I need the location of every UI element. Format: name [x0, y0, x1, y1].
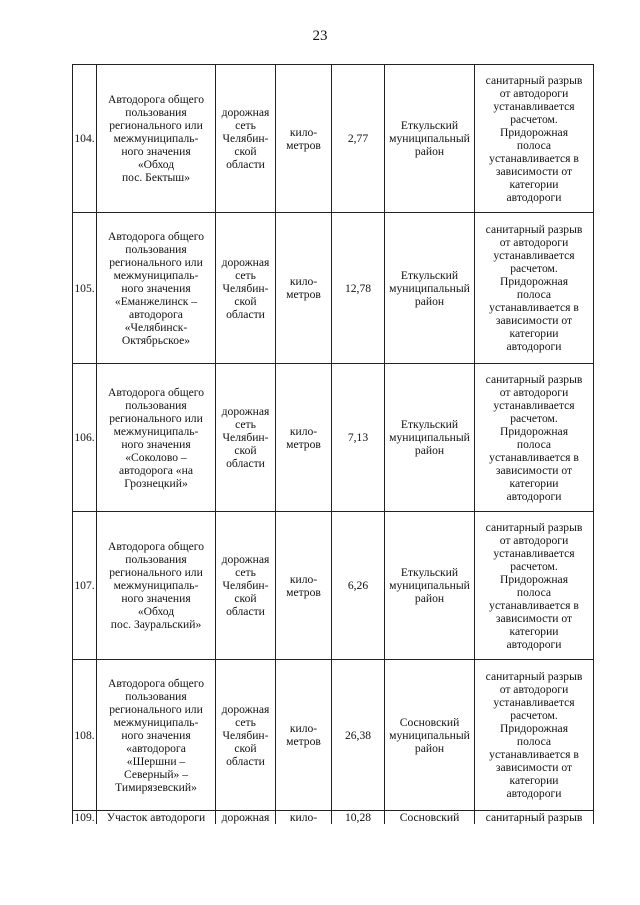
- restriction-cell-line: автодороги: [506, 787, 562, 800]
- road-name-cell-line: пользования: [125, 398, 187, 412]
- road-network-cell-line: сеть: [235, 268, 256, 282]
- restriction-cell-line: от автодороги: [499, 385, 569, 399]
- road-network-cell-line: дорожная: [221, 106, 270, 119]
- district-cell-line: район: [414, 145, 445, 158]
- road-name-cell-line: автодорога: [129, 307, 183, 321]
- restriction-cell-line: санитарный разрыв: [485, 670, 583, 683]
- table-row: [73, 364, 594, 512]
- restriction-cell-line: Придорожная: [499, 572, 569, 586]
- road-name-cell-line: Автодорога общего: [107, 93, 205, 106]
- length-cell: 26,38: [332, 660, 385, 811]
- road-registry-table: [72, 64, 594, 824]
- unit-cell-line: метров: [286, 735, 321, 748]
- restriction-cell-line: от автодороги: [499, 236, 569, 249]
- district-cell-line: район: [414, 294, 445, 308]
- road-name-cell-line: «Шершни –: [126, 754, 186, 768]
- district-cell-line: район: [414, 592, 445, 605]
- road-name-cell-line: автодорога «на: [119, 463, 193, 477]
- road-name-cell-line: Грознецкий»: [124, 476, 188, 490]
- road-name-cell-line: Автодорога общего: [107, 385, 205, 399]
- road-name-cell: [97, 65, 216, 213]
- road-network-cell-line: Челябин-: [222, 132, 269, 145]
- restriction-cell-line: расчетом.: [510, 262, 558, 275]
- restriction-cell-line: санитарный разрыв: [485, 223, 583, 236]
- road-name-cell-line: регионального или: [109, 119, 203, 132]
- restriction-cell: [475, 811, 594, 825]
- district-cell-line: район: [414, 741, 445, 755]
- road-network-cell: [216, 213, 276, 364]
- district-cell: [385, 364, 475, 512]
- page-number: 23: [312, 28, 328, 44]
- district-cell: [385, 213, 475, 364]
- restriction-cell-line: устанавливается в: [489, 450, 579, 464]
- unit-cell-line: кило-: [289, 572, 318, 586]
- road-name-cell-line: «Обход: [137, 158, 175, 171]
- table-row: [73, 65, 594, 213]
- restriction-cell-line: категории: [509, 476, 559, 490]
- row-number: 106.: [73, 364, 97, 512]
- road-name-cell-line: регионального или: [109, 411, 203, 425]
- length-cell: 10,28: [332, 811, 385, 825]
- road-name-cell-line: «Еманжелинск –: [114, 294, 198, 308]
- road-name-cell-line: пос. Зауральский»: [110, 618, 202, 631]
- district-cell: [385, 660, 475, 811]
- unit-cell-line: кило-: [289, 275, 318, 288]
- road-network-cell-line: Челябин-: [222, 281, 269, 295]
- road-name-cell-line: Автодорога общего: [107, 676, 205, 690]
- road-network-cell-line: дорожная: [221, 811, 270, 824]
- restriction-cell-line: зависимости от: [495, 164, 573, 178]
- unit-cell-line: метров: [286, 288, 321, 301]
- restriction-cell-line: устанавливается: [493, 249, 575, 262]
- road-name-cell-line: пользования: [125, 553, 187, 566]
- road-network-cell-line: области: [226, 605, 265, 618]
- table-row: [73, 811, 594, 825]
- unit-cell: [276, 65, 332, 213]
- road-network-cell: [216, 65, 276, 213]
- road-name-cell-line: пользования: [125, 689, 187, 703]
- restriction-cell-line: устанавливается: [493, 696, 575, 709]
- road-name-cell: [97, 213, 216, 364]
- unit-cell: [276, 512, 332, 660]
- road-network-cell-line: области: [226, 457, 265, 470]
- road-name-cell: [97, 660, 216, 811]
- restriction-cell: [475, 213, 594, 364]
- unit-cell-line: кило-: [289, 811, 318, 824]
- restriction-cell-line: устанавливается в: [489, 748, 579, 761]
- unit-cell-line: метров: [286, 437, 321, 451]
- restriction-cell-line: категории: [509, 177, 559, 191]
- row-number: 105.: [73, 213, 97, 364]
- table-row: [73, 213, 594, 364]
- unit-cell-line: метров: [286, 585, 321, 599]
- road-name-cell-line: «автодорога: [126, 741, 186, 755]
- unit-cell-line: кило-: [289, 125, 318, 139]
- restriction-cell-line: зависимости от: [495, 314, 573, 327]
- restriction-cell-line: Придорожная: [499, 275, 569, 288]
- district-cell-line: муниципальный: [389, 431, 470, 444]
- road-name-cell-line: Октябрьское»: [121, 333, 191, 347]
- district-cell-line: Еткульский: [400, 418, 459, 431]
- road-network-cell-line: сеть: [235, 119, 256, 132]
- road-network-cell-line: дорожная: [221, 405, 270, 418]
- length-cell: 7,13: [332, 364, 385, 512]
- restriction-cell-line: устанавливается в: [489, 301, 579, 314]
- unit-cell: [276, 364, 332, 512]
- restriction-cell-line: зависимости от: [495, 463, 573, 477]
- restriction-cell-line: полоса: [516, 437, 552, 451]
- restriction-cell-line: полоса: [516, 138, 552, 152]
- road-name-cell-line: «Обход: [137, 605, 175, 618]
- road-network-cell-line: дорожная: [221, 255, 270, 269]
- district-cell-line: Еткульский: [400, 268, 459, 282]
- restriction-cell-line: устанавливается в: [489, 151, 579, 165]
- road-name-cell-line: ного значения: [121, 145, 191, 158]
- restriction-cell-line: полоса: [516, 585, 552, 599]
- road-name-cell-line: пользования: [125, 106, 187, 119]
- road-name-cell-line: межмуниципаль-: [113, 268, 199, 282]
- road-name-cell-line: «Челябинск-: [124, 320, 188, 334]
- district-cell-line: муниципальный: [389, 281, 470, 295]
- restriction-cell-line: Придорожная: [499, 125, 569, 139]
- restriction-cell: [475, 660, 594, 811]
- road-network-cell-line: ской: [234, 592, 257, 605]
- road-network-cell-line: ской: [234, 145, 257, 158]
- restriction-cell-line: категории: [509, 624, 559, 638]
- road-name-cell-line: регионального или: [109, 566, 203, 579]
- district-cell-line: Еткульский: [400, 566, 459, 579]
- restriction-cell-line: расчетом.: [510, 709, 558, 722]
- restriction-cell-line: автодороги: [506, 340, 562, 353]
- road-network-cell-line: сеть: [235, 418, 256, 431]
- row-number: 104.: [73, 65, 97, 213]
- district-cell-line: район: [414, 444, 445, 457]
- road-network-cell-line: области: [226, 158, 265, 171]
- road-network-cell-line: ской: [234, 444, 257, 457]
- road-network-cell-line: Челябин-: [222, 579, 269, 592]
- road-name-cell-line: Северный» –: [123, 767, 189, 781]
- restriction-cell-line: от автодороги: [499, 683, 569, 696]
- road-name-cell-line: ного значения: [121, 592, 191, 605]
- restriction-cell-line: категории: [509, 774, 559, 787]
- road-name-cell-line: ного значения: [121, 728, 191, 742]
- unit-cell-line: кило-: [289, 424, 318, 438]
- length-cell: 12,78: [332, 213, 385, 364]
- restriction-cell-line: санитарный разрыв: [485, 73, 583, 87]
- road-name-cell-line: межмуниципаль-: [113, 579, 199, 592]
- restriction-cell-line: расчетом.: [510, 411, 558, 425]
- row-number: 107.: [73, 512, 97, 660]
- district-cell-line: Сосновский: [399, 715, 460, 729]
- road-name-cell: [97, 811, 216, 825]
- road-network-cell-line: области: [226, 307, 265, 321]
- restriction-cell: [475, 364, 594, 512]
- restriction-cell-line: устанавливается: [493, 546, 575, 560]
- road-name-cell-line: межмуниципаль-: [113, 715, 199, 729]
- restriction-cell-line: полоса: [516, 288, 552, 301]
- district-cell-line: Еткульский: [400, 119, 459, 132]
- restriction-cell-line: устанавливается: [493, 99, 575, 113]
- road-network-cell-line: ской: [234, 741, 257, 755]
- restriction-cell-line: устанавливается: [493, 398, 575, 412]
- unit-cell: [276, 660, 332, 811]
- unit-cell: [276, 213, 332, 364]
- restriction-cell-line: от автодороги: [499, 86, 569, 100]
- road-name-cell: [97, 512, 216, 660]
- length-cell: 6,26: [332, 512, 385, 660]
- road-name-cell: [97, 364, 216, 512]
- unit-cell: [276, 811, 332, 825]
- road-name-cell-line: регионального или: [109, 702, 203, 716]
- road-name-cell-line: пользования: [125, 242, 187, 256]
- row-number: 109.: [74, 811, 95, 824]
- road-name-cell-line: пос. Бектыш»: [121, 171, 191, 184]
- road-network-cell-line: дорожная: [221, 553, 270, 566]
- restriction-cell-line: автодороги: [506, 489, 562, 503]
- road-name-cell-line: межмуниципаль-: [113, 424, 199, 438]
- district-cell: [385, 811, 475, 825]
- restriction-cell-line: санитарный разрыв: [485, 811, 583, 824]
- district-cell: [385, 65, 475, 213]
- road-name-cell-line: Автодорога общего: [107, 229, 205, 243]
- table-row: [73, 512, 594, 660]
- length-cell: 2,77: [332, 65, 385, 213]
- restriction-cell-line: категории: [509, 327, 559, 340]
- district-cell-line: муниципальный: [389, 728, 470, 742]
- road-network-cell-line: сеть: [235, 715, 256, 729]
- road-network-cell: [216, 811, 276, 825]
- district-cell: [385, 512, 475, 660]
- road-name-cell-line: «Соколово –: [125, 450, 187, 464]
- row-number: 108.: [73, 660, 97, 811]
- road-name-cell-line: Тимирязевский»: [115, 780, 197, 794]
- road-network-cell-line: области: [226, 754, 265, 768]
- restriction-cell-line: автодороги: [506, 637, 562, 651]
- district-cell-line: муниципальный: [389, 132, 470, 145]
- road-name-cell-line: Участок автодороги: [106, 811, 206, 824]
- restriction-cell-line: Придорожная: [499, 424, 569, 438]
- restriction-cell-line: санитарный разрыв: [485, 372, 583, 386]
- restriction-cell-line: зависимости от: [495, 611, 573, 625]
- restriction-cell-line: автодороги: [506, 190, 562, 204]
- road-network-cell-line: ской: [234, 294, 257, 308]
- road-name-cell-line: ного значения: [121, 281, 191, 295]
- restriction-cell: [475, 65, 594, 213]
- district-cell-line: муниципальный: [389, 579, 470, 592]
- restriction-cell-line: расчетом.: [510, 559, 558, 573]
- unit-cell-line: метров: [286, 138, 321, 152]
- restriction-cell-line: санитарный разрыв: [485, 520, 583, 534]
- road-network-cell-line: сеть: [235, 566, 256, 579]
- road-network-cell: [216, 512, 276, 660]
- road-name-cell-line: регионального или: [109, 255, 203, 269]
- restriction-cell-line: зависимости от: [495, 761, 573, 774]
- road-name-cell-line: межмуниципаль-: [113, 132, 199, 145]
- road-network-cell: [216, 364, 276, 512]
- table-row: [73, 660, 594, 811]
- restriction-cell-line: расчетом.: [510, 112, 558, 126]
- restriction-cell: [475, 512, 594, 660]
- road-network-cell: [216, 660, 276, 811]
- road-name-cell-line: ного значения: [121, 437, 191, 451]
- table-body: [73, 65, 594, 825]
- district-cell-line: Сосновский: [399, 811, 460, 824]
- restriction-cell-line: от автодороги: [499, 533, 569, 547]
- restriction-cell-line: Придорожная: [499, 722, 569, 735]
- road-name-cell-line: Автодорога общего: [107, 540, 205, 553]
- road-network-cell-line: дорожная: [221, 702, 270, 716]
- road-network-cell-line: Челябин-: [222, 728, 269, 742]
- road-network-cell-line: Челябин-: [222, 431, 269, 444]
- restriction-cell-line: устанавливается в: [489, 598, 579, 612]
- restriction-cell-line: полоса: [516, 735, 552, 748]
- unit-cell-line: кило-: [289, 722, 318, 735]
